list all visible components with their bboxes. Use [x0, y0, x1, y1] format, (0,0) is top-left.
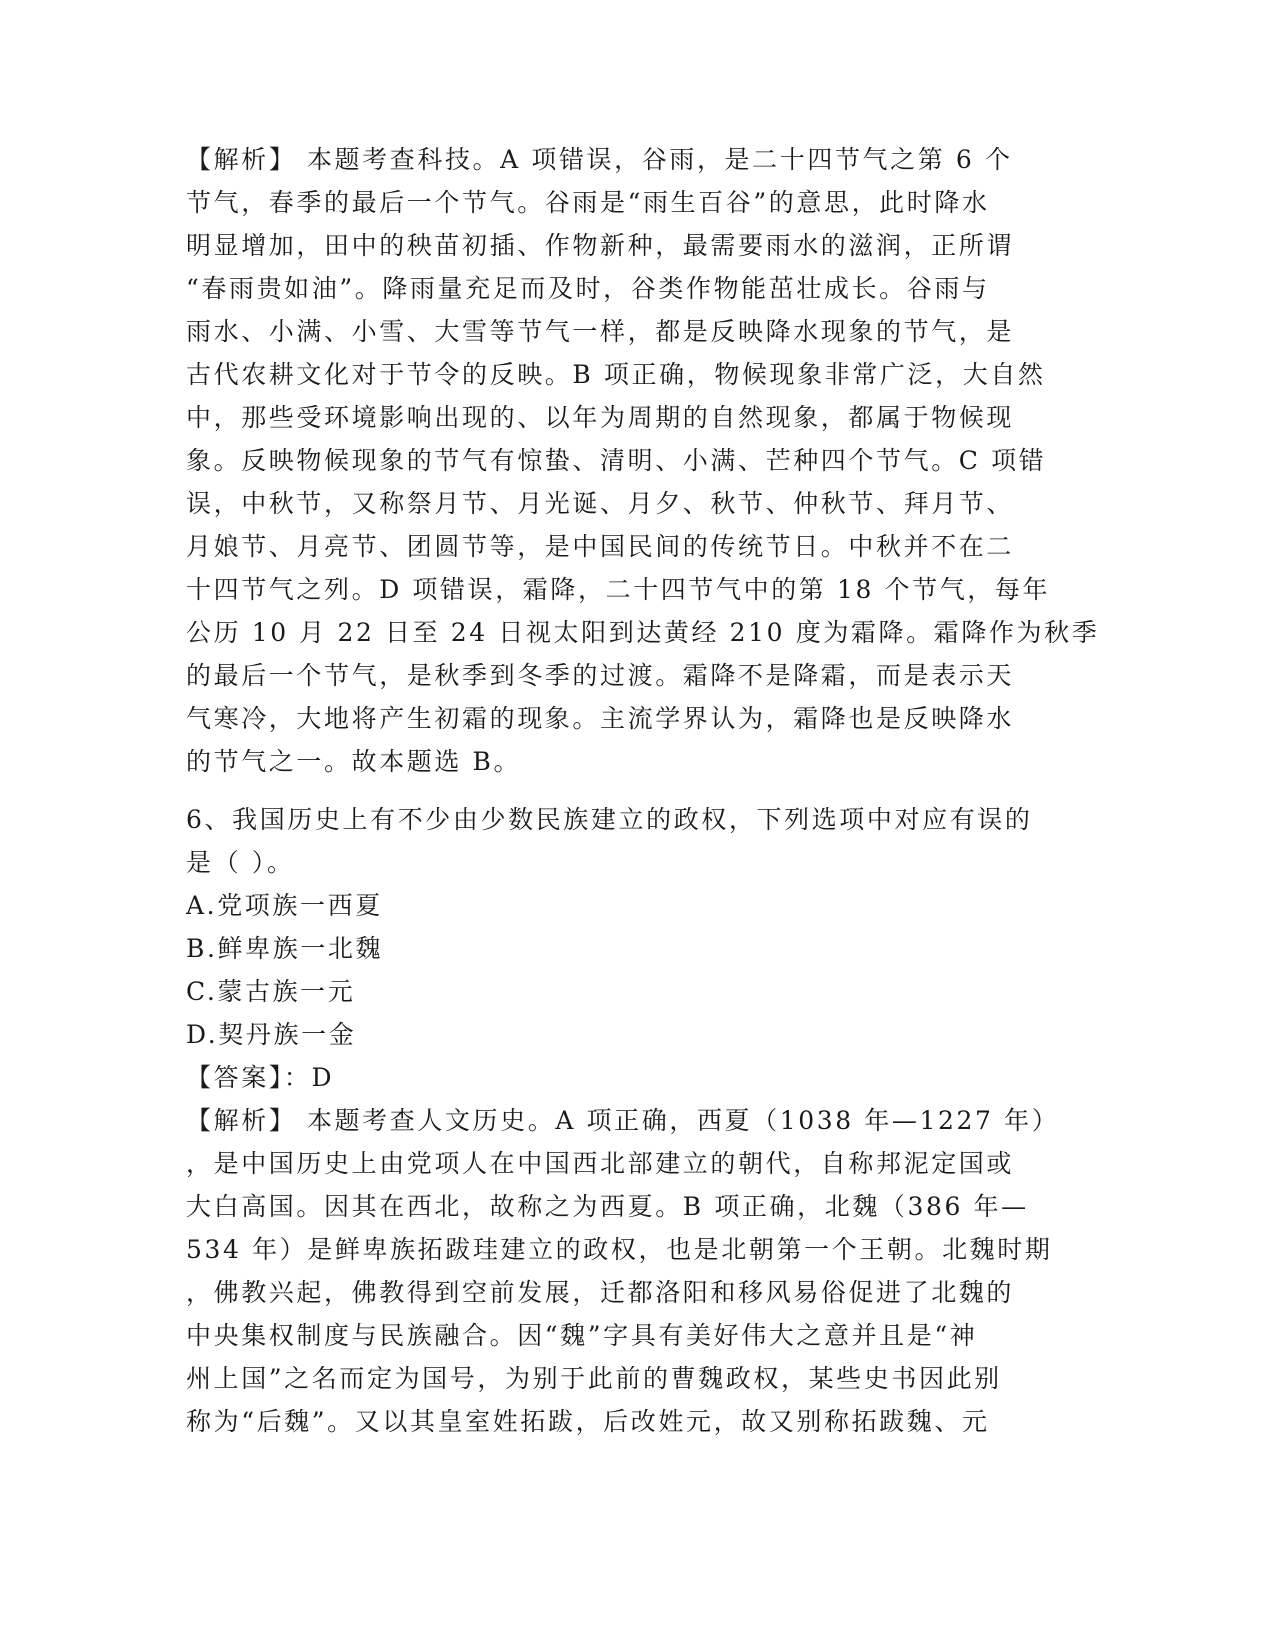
- text-line: 的节气之一。故本题选 B。: [186, 747, 522, 776]
- question-stem: 是（ ）。: [186, 848, 295, 877]
- text-line: 称为“后魏”。又以其皇室姓拓跋，后改姓元，故又别称拓跋魏、元: [186, 1407, 990, 1436]
- text-line: 【解析】 本题考查人文历史。A 项正确，西夏（1038 年—1227 年）: [186, 1106, 1060, 1135]
- text-line: 534 年）是鲜卑族拓跋珪建立的政权，也是北朝第一个王朝。北魏时期: [186, 1235, 1053, 1264]
- text-line: 中央集权制度与民族融合。因“魏”字具有美好伟大之意并且是“神: [186, 1321, 978, 1350]
- text-line: ，是中国历史上由党项人在中国西北部建立的朝代，自称邦泥定国或: [186, 1149, 1015, 1178]
- option-b: B.鲜卑族一北魏: [186, 934, 384, 963]
- text-line: 古代农耕文化对于节令的反映。B 项正确，物候现象非常广泛，大自然: [186, 360, 1046, 389]
- question-stem: 6、我国历史上有不少由少数民族建立的政权，下列选项中对应有误的: [186, 805, 1033, 834]
- option-d: D.契丹族一金: [186, 1020, 357, 1049]
- text-line: 象。反映物候现象的节气有惊蛰、清明、小满、芒种四个节气。C 项错: [186, 446, 1047, 475]
- option-a: A.党项族一西夏: [186, 891, 383, 920]
- text-line: 的最后一个节气，是秋季到冬季的过渡。霜降不是降霜，而是表示天: [186, 661, 1015, 690]
- text-line: 月娘节、月亮节、团圆节等，是中国民间的传统节日。中秋并不在二: [186, 532, 1015, 561]
- text-line: 中，那些受环境影响出现的、以年为周期的自然现象，都属于物候现: [186, 403, 1015, 432]
- text-line: 明显增加，田中的秧苗初插、作物新种，最需要雨水的滋润，正所谓: [186, 231, 1015, 260]
- text-line: 公历 10 月 22 日至 24 日视太阳到达黄经 210 度为霜降。霜降作为秋季: [186, 618, 1100, 647]
- text-line: 雨水、小满、小雪、大雪等节气一样，都是反映降水现象的节气，是: [186, 317, 1015, 346]
- text-line: 【解析】 本题考查科技。A 项错误，谷雨，是二十四节气之第 6 个: [186, 145, 1013, 174]
- text-line: ，佛教兴起，佛教得到空前发展，迁都洛阳和移风易俗促进了北魏的: [186, 1278, 1015, 1307]
- text-line: 十四节气之列。D 项错误，霜降，二十四节气中的第 18 个节气，每年: [186, 575, 1051, 604]
- text-line: 气寒冷，大地将产生初霜的现象。主流学界认为，霜降也是反映降水: [186, 704, 1015, 733]
- text-line: 大白高国。因其在西北，故称之为西夏。B 项正确，北魏（386 年—: [186, 1192, 1029, 1221]
- option-c: C.蒙古族一元: [186, 977, 356, 1006]
- text-line: 误，中秋节，又称祭月节、月光诞、月夕、秋节、仲秋节、拜月节、: [186, 489, 1015, 518]
- text-line: 节气，春季的最后一个节气。谷雨是“雨生百谷”的意思，此时降水: [186, 188, 990, 217]
- answer-line: 【答案】：D: [186, 1063, 335, 1092]
- text-line: “春雨贵如油”。降雨量充足而及时，谷类作物能茁壮成长。谷雨与: [186, 274, 990, 303]
- text-line: 州上国”之名而定为国号，为别于此前的曹魏政权，某些史书因此别: [186, 1364, 1002, 1393]
